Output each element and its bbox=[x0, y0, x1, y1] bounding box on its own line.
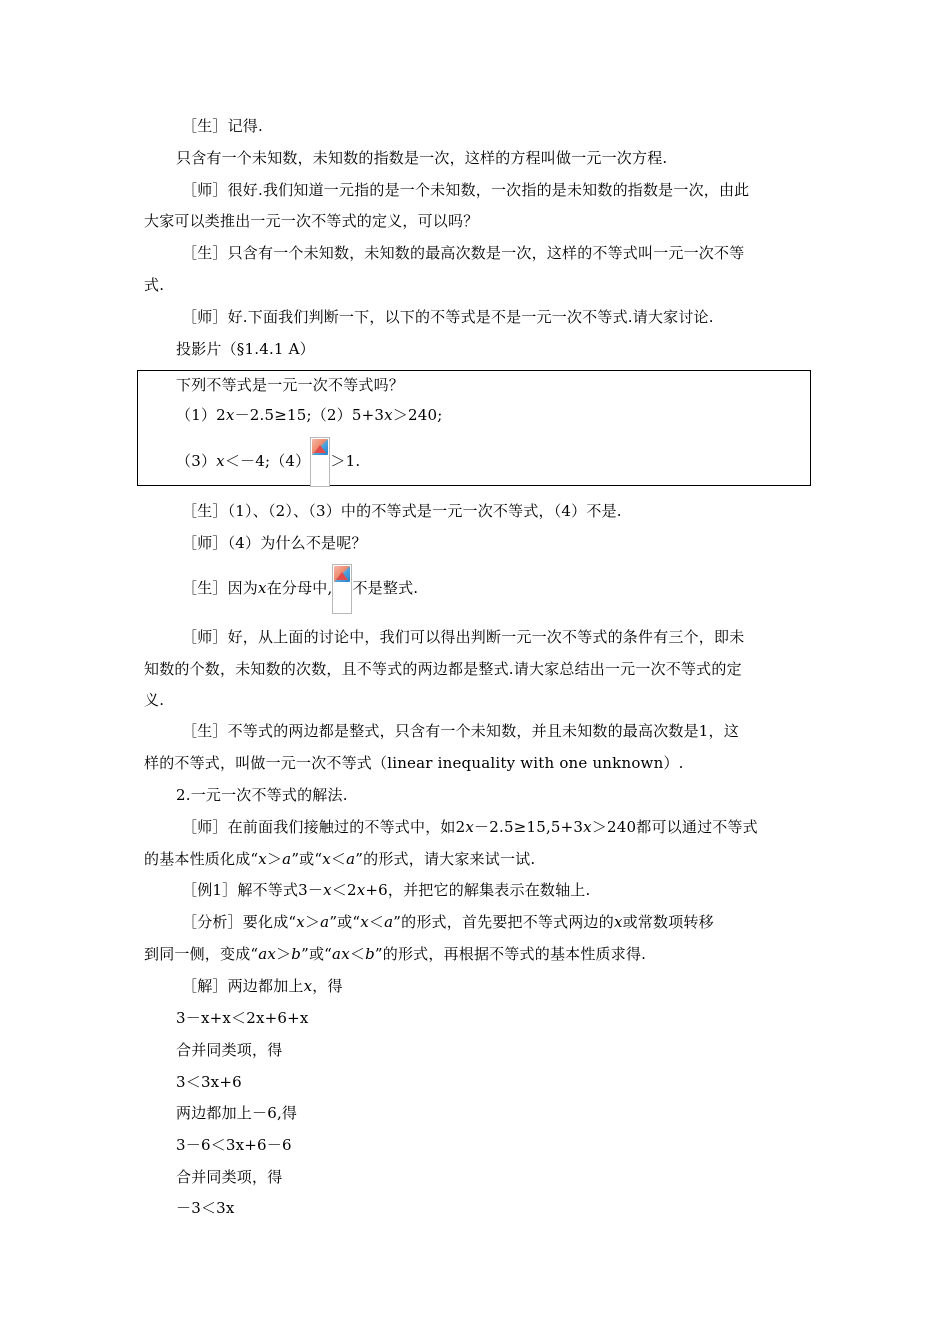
box-row-1 bbox=[176, 405, 443, 425]
fraction-image-placeholder bbox=[332, 564, 352, 614]
text: 在分母中, bbox=[266, 579, 333, 597]
text-line: 知数的个数，未知数的次数，且不等式的两边都是整式.请大家总结出一元一次不等式的定 bbox=[144, 660, 742, 678]
variable: x bbox=[216, 452, 225, 470]
text: ”或“ bbox=[329, 913, 361, 931]
math-step: 3＜3x+6 bbox=[176, 1073, 242, 1091]
text: ＜2 bbox=[331, 881, 357, 899]
text: ＞ bbox=[276, 945, 292, 963]
text-line: 式. bbox=[144, 276, 165, 294]
text-line: 大家可以类推出一元一次不等式的定义，可以吗？ bbox=[144, 212, 479, 230]
text-line: ［师］很好.我们知道一元指的是一个未知数，一次指的是未知数的指数是一次，由此 bbox=[182, 181, 750, 199]
text: ＜ bbox=[349, 945, 366, 963]
text-line bbox=[182, 912, 714, 932]
text-line: ［师］好.下面我们判断一下，以下的不等式是不是一元一次不等式.请大家讨论. bbox=[182, 308, 714, 326]
text: ”的形式，请大家来试一试. bbox=[355, 850, 536, 868]
text: 或常数项转移 bbox=[622, 913, 714, 931]
variable: x bbox=[303, 977, 313, 995]
variable: x bbox=[258, 850, 267, 868]
text-line: 两边都加上－6,得 bbox=[176, 1104, 298, 1122]
variable: x bbox=[465, 818, 475, 836]
variable: a bbox=[384, 913, 394, 931]
text: 的基本性质化成“ bbox=[144, 850, 259, 868]
text: ［例1］解不等式3－ bbox=[182, 881, 324, 899]
variable: x bbox=[225, 406, 235, 424]
text-line: ［生］（1）、（2）、（3）中的不等式是一元一次不等式，（4）不是. bbox=[182, 502, 622, 520]
text-line: ［师］好，从上面的讨论中，我们可以得出判断一元一次不等式的条件有三个，即未 bbox=[182, 628, 745, 646]
text: ”的形式，首先要把不等式两边的 bbox=[393, 913, 614, 931]
text-line: 投影片（§1.4.1 A） bbox=[176, 340, 315, 358]
variable: x bbox=[613, 913, 623, 931]
text: ［解］两边都加上 bbox=[182, 977, 304, 995]
text-line: ［生］只含有一个未知数，未知数的最高次数是一次，这样的不等式叫一元一次不等 bbox=[182, 244, 745, 262]
text-line bbox=[144, 944, 646, 964]
text: ＜－4;（4） bbox=[224, 452, 311, 470]
text: ＜ bbox=[330, 850, 347, 868]
text-line bbox=[182, 880, 590, 900]
variable: x bbox=[356, 881, 366, 899]
text-line bbox=[182, 976, 343, 996]
text: －2.5≥15,5+3 bbox=[474, 818, 584, 836]
text: +6，并把它的解集表示在数轴上. bbox=[365, 881, 591, 899]
box-title: 下列不等式是一元一次不等式吗？ bbox=[176, 376, 405, 394]
variable: x bbox=[322, 850, 331, 868]
variable: ax bbox=[258, 945, 277, 963]
variable: x bbox=[258, 579, 267, 597]
broken-image-icon bbox=[312, 439, 328, 455]
text-line: ［师］（4）为什么不是呢？ bbox=[182, 534, 367, 552]
text-line bbox=[182, 563, 418, 614]
variable: a bbox=[346, 850, 356, 868]
variable: x bbox=[296, 913, 305, 931]
text: ”或“ bbox=[291, 850, 323, 868]
text: ［师］在前面我们接触过的不等式中，如2 bbox=[182, 818, 466, 836]
text: （3） bbox=[176, 452, 217, 470]
text: －2.5≥15;（2）5+3 bbox=[234, 406, 385, 424]
text-line: ［生］记得. bbox=[182, 117, 263, 135]
text-line: 样的不等式，叫做一元一次不等式（linear inequality with one unknown）. bbox=[144, 754, 684, 772]
text: ”或“ bbox=[301, 945, 333, 963]
math-step: 3－6＜3x+6－6 bbox=[176, 1136, 292, 1154]
text-line: 义. bbox=[144, 691, 165, 709]
variable: x bbox=[384, 406, 393, 424]
text: ＞ bbox=[266, 850, 283, 868]
text: ＞1. bbox=[330, 452, 361, 470]
text: （1）2 bbox=[176, 406, 226, 424]
text-line: 合并同类项，得 bbox=[176, 1041, 283, 1059]
text: ［分析］要化成“ bbox=[182, 913, 297, 931]
text-line bbox=[182, 817, 758, 837]
text: ，得 bbox=[312, 977, 343, 995]
variable: x bbox=[360, 913, 369, 931]
variable: a bbox=[320, 913, 330, 931]
text-line: ［生］不等式的两边都是整式，只含有一个未知数，并且未知数的最高次数是1，这 bbox=[182, 722, 739, 740]
section-heading: 2.一元一次不等式的解法. bbox=[176, 786, 348, 804]
text: ”的形式，再根据不等式的基本性质求得. bbox=[374, 945, 647, 963]
variable: x bbox=[323, 881, 332, 899]
variable: ax bbox=[332, 945, 350, 963]
text: ＞240都可以通过不等式 bbox=[591, 818, 758, 836]
broken-image-icon bbox=[334, 566, 350, 582]
variable: a bbox=[282, 850, 292, 868]
box-row-2 bbox=[176, 436, 360, 487]
text: 到同一侧，变成“ bbox=[144, 945, 259, 963]
variable: b bbox=[291, 945, 302, 963]
text-line bbox=[144, 849, 535, 869]
text-line: 只含有一个未知数，未知数的指数是一次，这样的方程叫做一元一次方程. bbox=[176, 149, 668, 167]
text: 不是整式. bbox=[352, 579, 419, 597]
variable: b bbox=[365, 945, 375, 963]
text: ［生］因为 bbox=[182, 579, 259, 597]
text: ＜ bbox=[368, 913, 385, 931]
text-line: 合并同类项，得 bbox=[176, 1168, 283, 1186]
text: ＞240; bbox=[392, 406, 443, 424]
variable: x bbox=[583, 818, 592, 836]
math-step: －3＜3x bbox=[176, 1199, 235, 1217]
text: ＞ bbox=[304, 913, 321, 931]
fraction-image-placeholder bbox=[310, 437, 330, 487]
math-step: 3－x+x＜2x+6+x bbox=[176, 1009, 309, 1027]
